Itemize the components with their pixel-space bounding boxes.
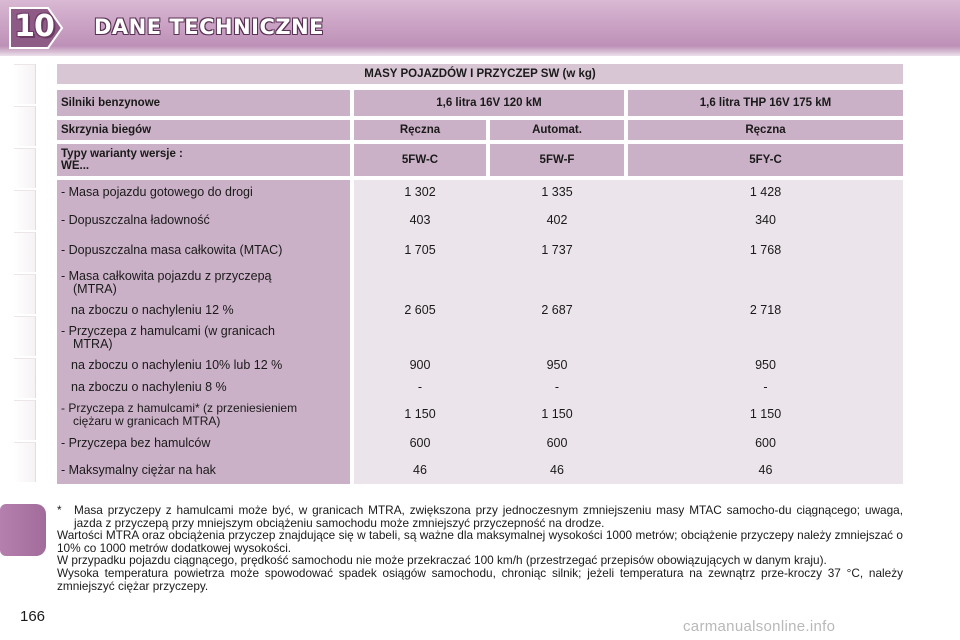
header-fade [0, 46, 960, 58]
thumb-tab[interactable] [14, 148, 36, 188]
footnote-text: Wysoka temperatura powietrza może spowodować spadek osiągów samochodu, chroniąc silnik; jeżeli temperatura na zewnątrz prze-kroczy 37 °C, należy zmniejszyć ciężar przyczepy. [57, 565, 903, 593]
row-label: - Przyczepa bez hamulców [61, 436, 211, 450]
thumb-tab[interactable] [14, 316, 36, 356]
types-label-line: WE... [61, 160, 90, 172]
row-label: (MTRA) [73, 282, 117, 296]
cell-value: 600 [409, 436, 431, 450]
thumb-tab[interactable] [14, 400, 36, 440]
thumb-tab[interactable] [14, 232, 36, 272]
gearbox-header: Automat. [490, 120, 624, 140]
cell-value: 340 [755, 213, 776, 227]
cell-value: 1 302 [404, 185, 436, 199]
cell-value: 1 150 [749, 407, 782, 421]
gearbox-header: Ręczna [354, 120, 486, 140]
row-label: - Masa całkowita pojazdu z przyczepą [61, 269, 272, 283]
table-title-row [57, 64, 903, 84]
row-label: - Przyczepa z hamulcami (w granicach [61, 324, 275, 338]
thumb-tab[interactable] [14, 442, 36, 482]
cell-value: 1 768 [749, 243, 782, 257]
page-title: DANE TECHNICZNE [94, 15, 325, 39]
cell-value: 46 [758, 463, 773, 477]
thumb-index [0, 64, 40, 564]
cell-value: 1 705 [404, 243, 436, 257]
cell-value: 2 687 [541, 303, 573, 317]
chapter-number: 10 [14, 9, 54, 44]
thumb-tab[interactable] [14, 106, 36, 146]
cell-value: 600 [755, 436, 776, 450]
engine-label: Silniki benzynowe [57, 90, 350, 116]
watermark: carmanualsonline.info [683, 618, 836, 635]
row-label: - Masa pojazdu gotowego do drogi [61, 185, 253, 199]
row-label: - Przyczepa z hamulcami* (z przeniesieniem [61, 401, 298, 415]
cell-value: 1 150 [404, 407, 436, 421]
gearbox-row [57, 120, 903, 140]
cell-value: 950 [755, 358, 776, 372]
thumb-tab-active[interactable] [0, 504, 46, 556]
row-label: ciężaru w granicach MTRA) [73, 414, 221, 428]
cell-value: 1 428 [749, 185, 782, 199]
footnote-text: W przypadku pojazdu ciągnącego, prędkość samochodu nie może przekraczać 100 km/h (przestrzegać przepisów obowiązujących w danym kraju). [57, 553, 827, 568]
cell-value: 600 [546, 436, 568, 450]
cell-value: 1 335 [541, 185, 573, 199]
row-label: - Maksymalny ciężar na hak [61, 463, 216, 477]
table-title: MASY POJAZDÓW I PRZYCZEP SW (w kg) [57, 64, 903, 84]
footnote [57, 504, 903, 592]
thumb-tab[interactable] [14, 274, 36, 314]
cell-value: - [417, 380, 423, 394]
row-label: - Dopuszczalna masa całkowita (MTAC) [61, 243, 283, 257]
cell-value: 950 [546, 358, 568, 372]
row-label: na zboczu o nachyleniu 12 % [71, 303, 234, 317]
type-header: 5FY-C [628, 144, 903, 176]
type-header: 5FW-C [354, 144, 486, 176]
types-row [57, 144, 903, 176]
cell-value: - [763, 380, 768, 394]
types-label [57, 144, 350, 176]
cell-value: 2 605 [404, 303, 436, 317]
type-header: 5FW-F [490, 144, 624, 176]
cell-value: 46 [413, 463, 427, 477]
row-label: na zboczu o nachyleniu 8 % [71, 380, 227, 394]
types-label-line: Typy warianty wersje : [61, 148, 183, 160]
gearbox-label: Skrzynia biegów [57, 120, 350, 140]
footnote-text: Wartości MTRA oraz obciążenia przyczep znajdujące się w tabeli, są ważne dla maksymalnej wysokości 1000 metrów; obciążenie przyczepy należy zmniejszać o 10% co 1000 metrów dodatkowej wysokości. [57, 528, 903, 555]
row-label: - Dopuszczalna ładowność [61, 213, 210, 227]
cell-value: 900 [409, 358, 431, 372]
row-label: na zboczu o nachyleniu 10% lub 12 % [71, 358, 283, 372]
cell-value: 1 150 [541, 407, 573, 421]
engine-header: 1,6 litra THP 16V 175 kM [628, 90, 903, 116]
gearbox-header: Ręczna [628, 120, 903, 140]
cell-value: 403 [409, 213, 431, 227]
row-label: MTRA) [73, 337, 113, 351]
page-number: 166 [20, 608, 46, 625]
footnote-text: Masa przyczepy z hamulcami może być, w granicach MTRA, zwiększona przy jednoczesnym zmniejszeniu masy MTAC samocho-du ciągnącego; uwaga, jazda z przyczepą przy mniejszym obciążeniu samochodu może zmniejszyć przyczepność na drodze. [74, 503, 903, 530]
cell-value: 402 [546, 213, 568, 227]
cell-value: 46 [550, 463, 564, 477]
cell-value: 2 718 [749, 303, 782, 317]
footnote-star: * [57, 503, 62, 517]
engine-row [57, 90, 903, 116]
cell-value: 1 737 [541, 243, 573, 257]
cell-value: - [554, 380, 560, 394]
thumb-tab[interactable] [14, 190, 36, 230]
thumb-tab[interactable] [14, 358, 36, 398]
engine-header: 1,6 litra 16V 120 kM [354, 90, 624, 116]
thumb-tab[interactable] [14, 64, 36, 104]
